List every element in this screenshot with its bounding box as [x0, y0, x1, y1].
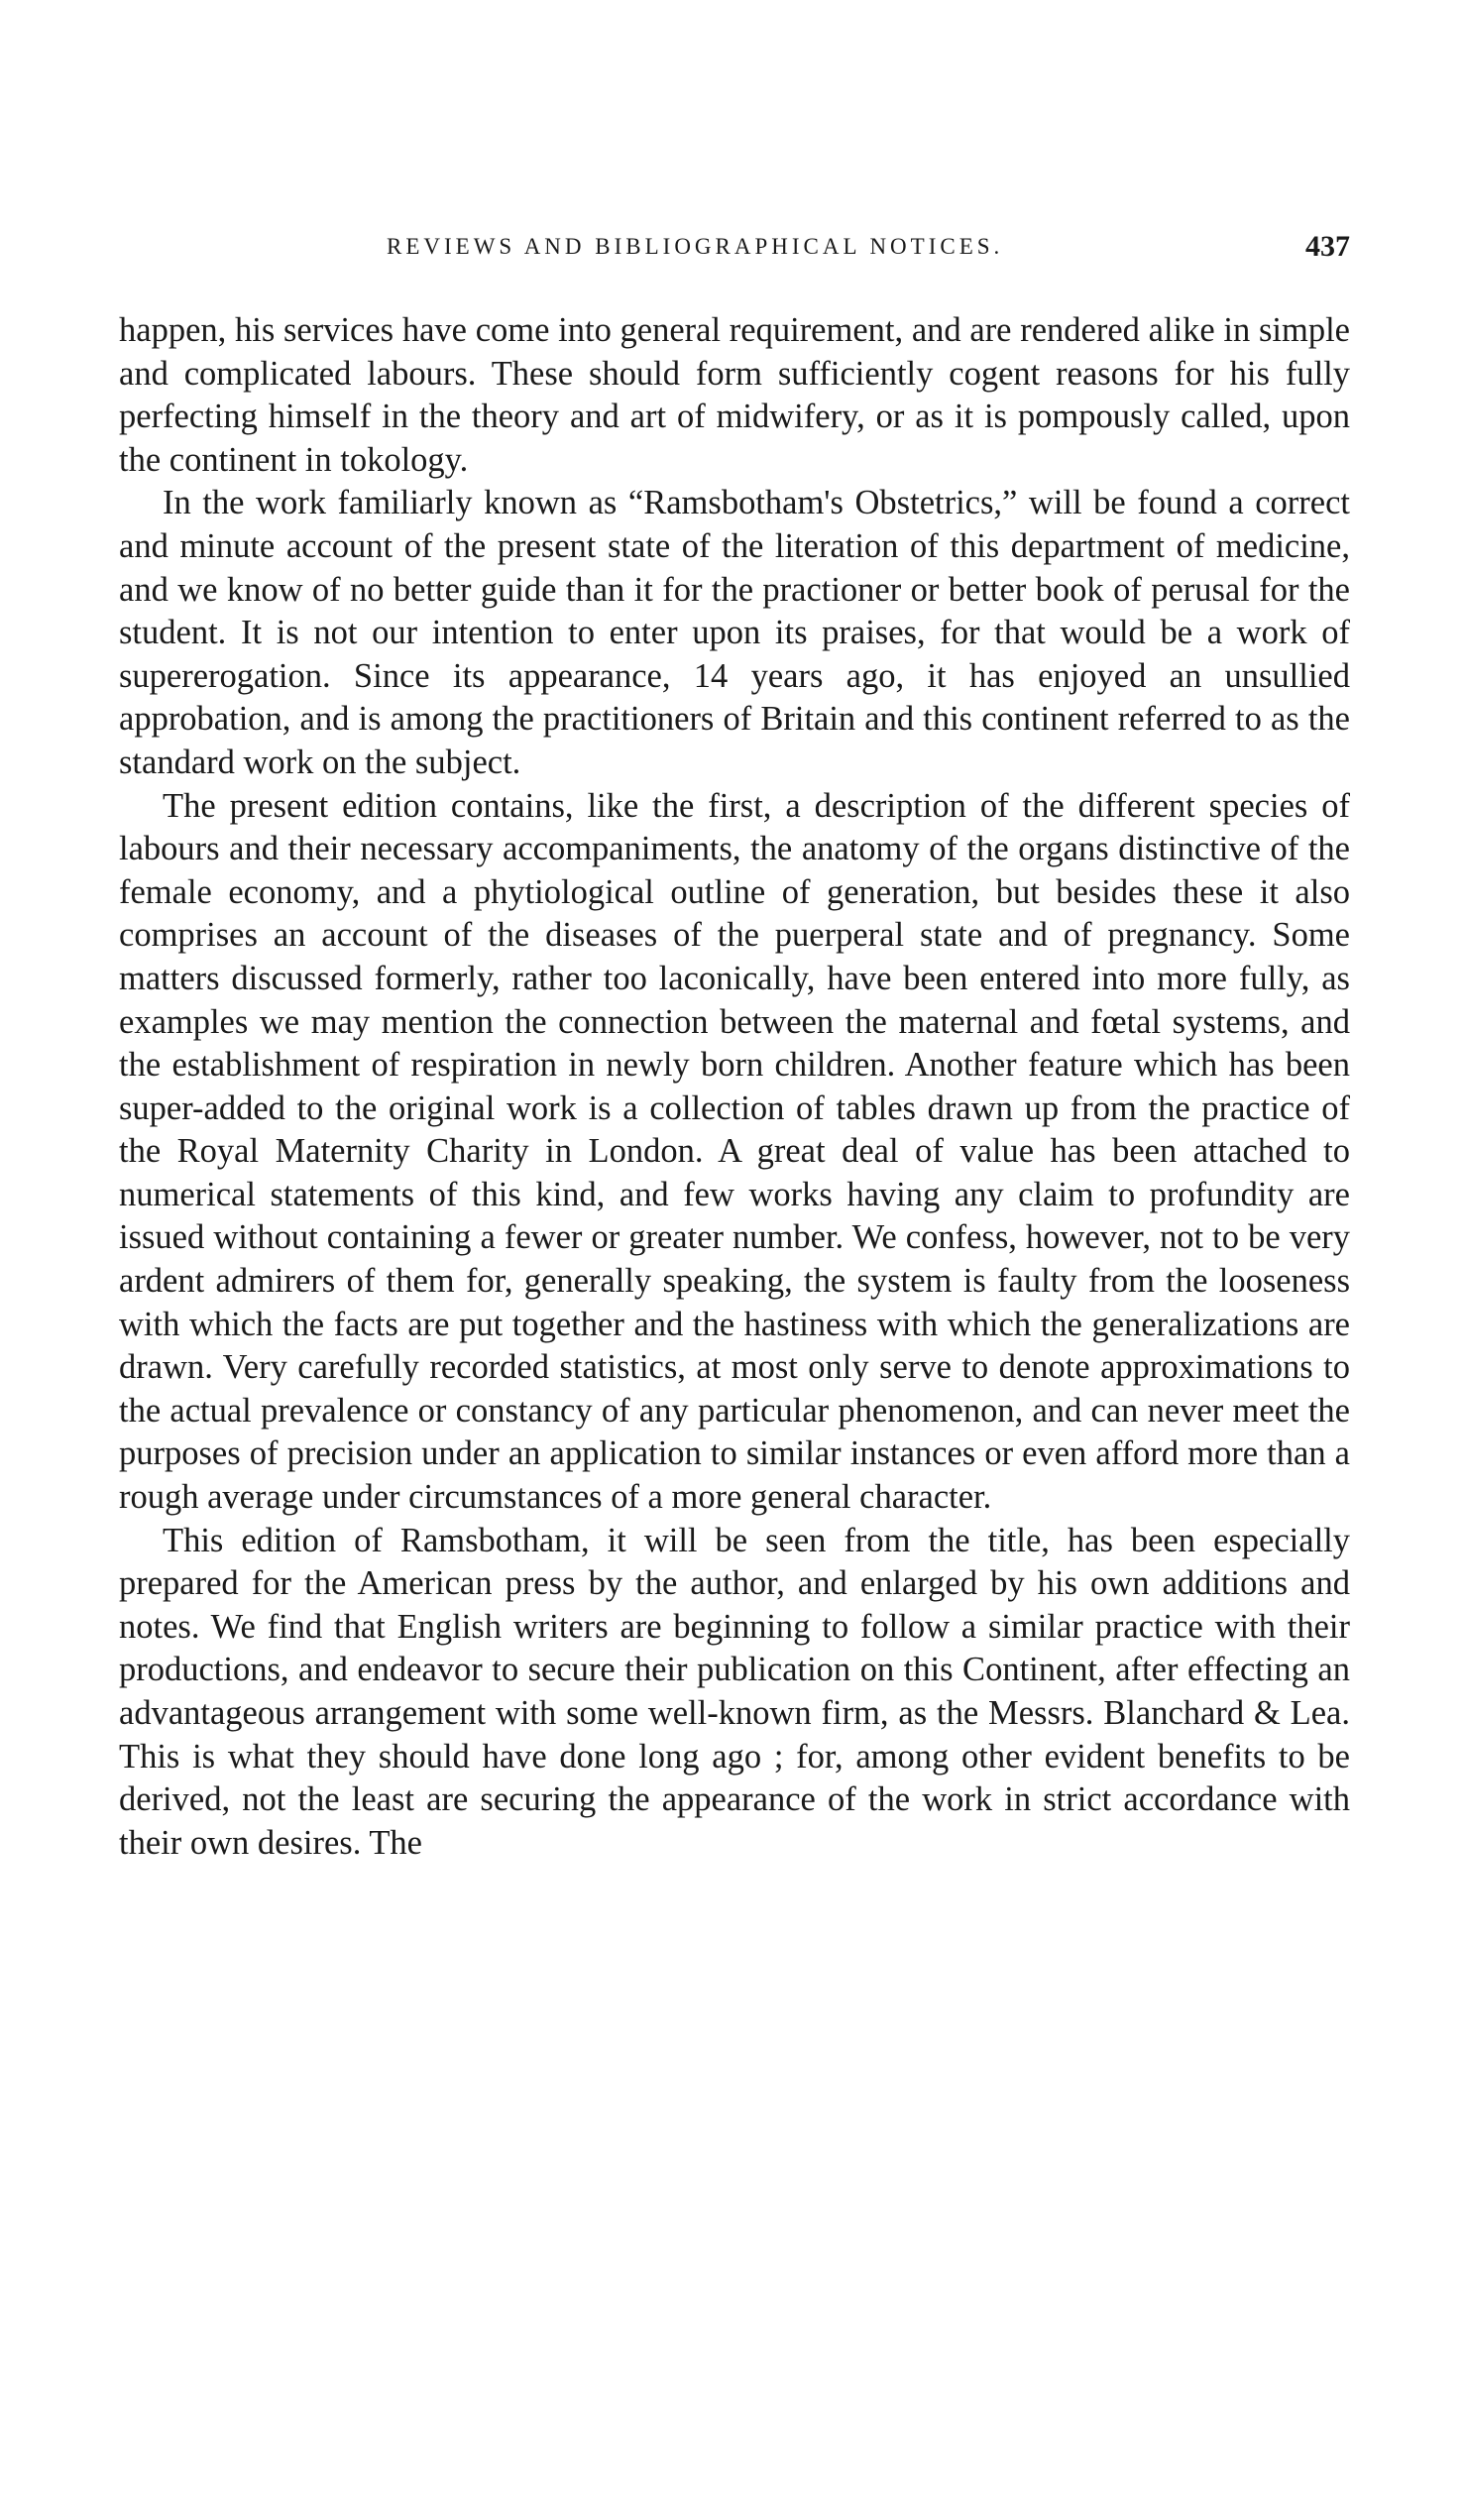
running-head [119, 230, 1350, 274]
running-title: REVIEWS AND BIBLIOGRAPHICAL NOTICES. [387, 234, 1004, 259]
page-number: 437 [1305, 230, 1350, 263]
paragraph-ramsbotham-work: In the work familiarly known as “Ramsbotham's Obstetrics,” will be found a correct and minute account of the present state of the literation of this department of medicine, and we know of no better guide than it for the practioner or better book of perusal for the student. It is not our intention to enter upon its praises, for that would be a work of supererogation. Since its appearance, 14 years ago, it has enjoyed an unsullied approbation, and is among the practitioners of Britain and this continent referred to as the standard work on the subject. [119, 484, 1350, 781]
paragraph-american-edition: This edition of Ramsbotham, it will be seen from the title, has been especially prepared for the American press by the author, and enlarged by his own additions and notes. We find that English writers are beginning to follow a similar practice with their productions, and endeavor to secure their publication on this Continent, after effecting an advantageous arrangement with some well-known firm, as the Messrs. Blanchard & Lea. This is what they should have done long ago ; for, among other evident benefits to be derived, not the least are securing the appearance of the work in strict accordance with their own desires. The [119, 1521, 1350, 1862]
paragraph-continuation: happen, his services have come into general requirement, and are rendered alike in simple and complicated labours. These should form sufficiently cogent reasons for his fully perfecting himself in the theory and art of midwifery, or as it is pompously called, upon the continent in tokology. [119, 311, 1350, 479]
body-text [119, 309, 1350, 1865]
paragraph-present-edition: The present edition contains, like the first, a description of the different species of labours and their necessary accompaniments, the anatomy of the organs distinctive of the female economy, and a phytiological outline of generation, but besides these it also comprises an account of the diseases of the puerperal state and of pregnancy. Some matters discussed formerly, rather too laconically, have been entered into more fully, as examples we may mention the connection between the maternal and fœtal systems, and the establishment of respiration in newly born children. Another feature which has been super-added to the original work is a collection of tables drawn up from the practice of the Royal Maternity Charity in London. A great deal of value has been attached to numerical statements of this kind, and few works having any claim to profundity are issued without containing a fewer or greater number. We confess, however, not to be very ardent admirers of them for, generally speaking, the system is faulty from the looseness with which the facts are put together and the hastiness with which the generalizations are drawn. Very carefully recorded statistics, at most only serve to denote approximations to the actual prevalence or constancy of any particular phenomenon, and can never meet the purposes of precision under an application to similar instances or even afford more than a rough average under circumstances of a more general character. [119, 786, 1350, 1517]
